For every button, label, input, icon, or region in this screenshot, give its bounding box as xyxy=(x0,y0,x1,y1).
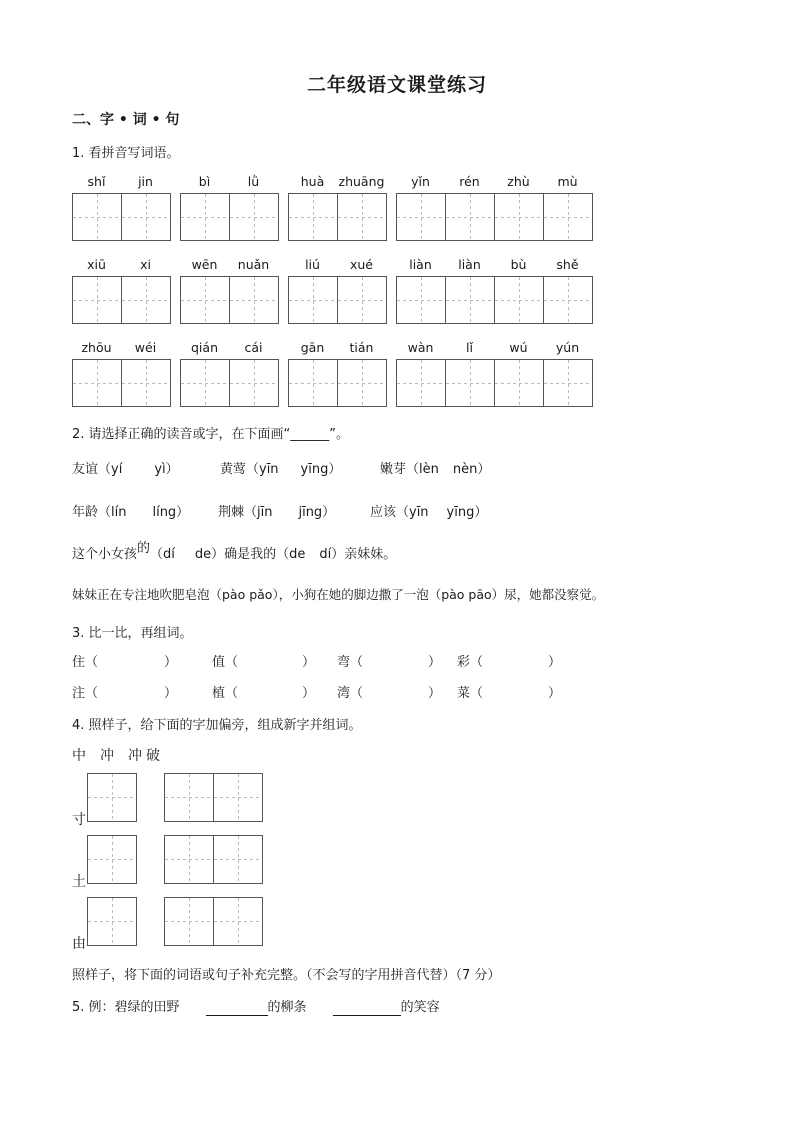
writing-box[interactable] xyxy=(180,359,230,407)
q2-sentence: 这个小女孩的（dí de）确是我的（de dí）亲妹妹。 xyxy=(72,541,397,562)
pinyin-label: xi xyxy=(140,257,151,272)
writing-box[interactable] xyxy=(121,276,171,324)
pinyin-label: zhuāng xyxy=(338,174,385,189)
writing-box[interactable] xyxy=(87,835,137,884)
writing-box[interactable] xyxy=(213,897,263,946)
compare-char: 弯（ xyxy=(337,655,364,670)
compare-bracket: ） xyxy=(428,655,442,670)
writing-box[interactable] xyxy=(213,835,263,884)
writing-box[interactable] xyxy=(288,359,338,407)
writing-box[interactable] xyxy=(229,276,279,324)
pinyin-label: bù xyxy=(510,257,527,272)
writing-box[interactable] xyxy=(87,897,137,946)
pinyin-label: rén xyxy=(459,174,480,189)
compare-char: 彩（ xyxy=(457,655,484,670)
pinyin-label: bì xyxy=(198,174,211,189)
pinyin-label: wàn xyxy=(407,340,434,355)
pinyin-label: liàn xyxy=(409,257,432,272)
writing-box[interactable] xyxy=(445,276,495,324)
writing-box[interactable] xyxy=(337,276,387,324)
pinyin-label: lǜ xyxy=(247,174,260,189)
writing-box[interactable] xyxy=(121,359,171,407)
pinyin-label: gān xyxy=(300,340,325,355)
pinyin-label: liàn xyxy=(458,257,481,272)
pinyin-label: shě xyxy=(556,257,579,272)
pinyin-label: zhōu xyxy=(81,340,112,355)
compare-bracket: ） xyxy=(164,655,178,670)
pinyin-label: mù xyxy=(557,174,578,189)
answer-blank[interactable] xyxy=(206,1000,268,1016)
pinyin-label: wéi xyxy=(134,340,157,355)
compare-char: 住（ xyxy=(72,655,99,670)
writing-box[interactable] xyxy=(180,276,230,324)
pinyin-label: shǐ xyxy=(87,174,106,189)
writing-box[interactable] xyxy=(396,276,446,324)
writing-box[interactable] xyxy=(288,276,338,324)
compare-char: 值（ xyxy=(212,655,239,670)
writing-box[interactable] xyxy=(164,773,214,822)
pinyin-label: huà xyxy=(300,174,325,189)
writing-box[interactable] xyxy=(72,193,122,241)
writing-box[interactable] xyxy=(337,359,387,407)
radical-char: 寸 xyxy=(72,812,86,828)
instruction: 照样子，将下面的词语或句子补充完整。（不会写的字用拼音代替）（7 分） xyxy=(72,968,501,983)
pinyin-label: cái xyxy=(244,340,263,355)
compare-bracket: ） xyxy=(548,655,562,670)
q2-item: 年龄（lín líng） xyxy=(72,505,190,520)
q2-sentence: 妹妹正在专注地吹肥皂泡（pào pǎo），小狗在她的脚边撒了一泡（pào pāo）尿，她都没察觉。 xyxy=(72,587,605,602)
compare-bracket: ） xyxy=(548,686,562,701)
writing-box[interactable] xyxy=(229,359,279,407)
pinyin-label: xiū xyxy=(87,257,106,272)
q1-prompt: 1. 看拼音写词语。 xyxy=(72,146,180,161)
q2-item: 黄莺（yīn yīng） xyxy=(220,462,342,477)
pinyin-label: zhù xyxy=(507,174,530,189)
q2-item: 荆棘（jīn jīng） xyxy=(218,505,336,520)
compare-char: 湾（ xyxy=(337,686,364,701)
pinyin-label: nuǎn xyxy=(237,257,270,272)
q4-example: 中 冲 冲 破 xyxy=(72,748,160,764)
writing-box[interactable] xyxy=(396,359,446,407)
compare-char: 菜（ xyxy=(457,686,484,701)
radical-char: 由 xyxy=(72,936,86,952)
radical-char: 土 xyxy=(72,874,86,890)
writing-box[interactable] xyxy=(180,193,230,241)
writing-box[interactable] xyxy=(543,276,593,324)
writing-box[interactable] xyxy=(213,773,263,822)
q3-prompt: 3. 比一比，再组词。 xyxy=(72,626,193,641)
writing-box[interactable] xyxy=(121,193,171,241)
compare-char: 注（ xyxy=(72,686,99,701)
writing-box[interactable] xyxy=(494,359,544,407)
writing-box[interactable] xyxy=(543,193,593,241)
compare-bracket: ） xyxy=(428,686,442,701)
pinyin-label: tián xyxy=(349,340,374,355)
q2-prompt: 2. 请选择正确的读音或字，在下面画“______”。 xyxy=(72,427,350,442)
writing-box[interactable] xyxy=(72,276,122,324)
writing-box[interactable] xyxy=(494,193,544,241)
writing-box[interactable] xyxy=(445,193,495,241)
writing-box[interactable] xyxy=(229,193,279,241)
writing-box[interactable] xyxy=(494,276,544,324)
q2-item: 友谊（yí yì） xyxy=(72,462,179,477)
q2-item: 嫩芽（lèn nèn） xyxy=(380,462,491,477)
compare-bracket: ） xyxy=(302,655,316,670)
pinyin-label: liú xyxy=(305,257,320,272)
page-title: 二年级语文课堂练习 xyxy=(306,74,487,96)
compare-char: 植（ xyxy=(212,686,239,701)
q2-item: 应该（yīn yīng） xyxy=(370,505,488,520)
writing-box[interactable] xyxy=(164,897,214,946)
pinyin-label: yǐn xyxy=(411,174,430,189)
writing-box[interactable] xyxy=(543,359,593,407)
writing-box[interactable] xyxy=(337,193,387,241)
writing-box[interactable] xyxy=(396,193,446,241)
writing-box[interactable] xyxy=(445,359,495,407)
compare-bracket: ） xyxy=(302,686,316,701)
pinyin-label: yún xyxy=(555,340,580,355)
compare-bracket: ） xyxy=(164,686,178,701)
writing-box[interactable] xyxy=(72,359,122,407)
q5-line: 5. 例：碧绿的田野 的柳条 的笑容 xyxy=(72,1000,440,1015)
writing-box[interactable] xyxy=(164,835,214,884)
pinyin-label: xué xyxy=(349,257,373,272)
section-heading: 二、字 • 词 • 句 xyxy=(72,112,180,128)
writing-box[interactable] xyxy=(288,193,338,241)
answer-blank[interactable] xyxy=(333,1000,401,1016)
pinyin-label: jin xyxy=(138,174,153,189)
pinyin-label: wú xyxy=(509,340,528,355)
q4-prompt: 4. 照样子，给下面的字加偏旁，组成新字并组词。 xyxy=(72,718,362,733)
pinyin-label: lǐ xyxy=(466,340,473,355)
pinyin-label: qián xyxy=(191,340,218,355)
writing-box[interactable] xyxy=(87,773,137,822)
pinyin-label: wēn xyxy=(191,257,218,272)
